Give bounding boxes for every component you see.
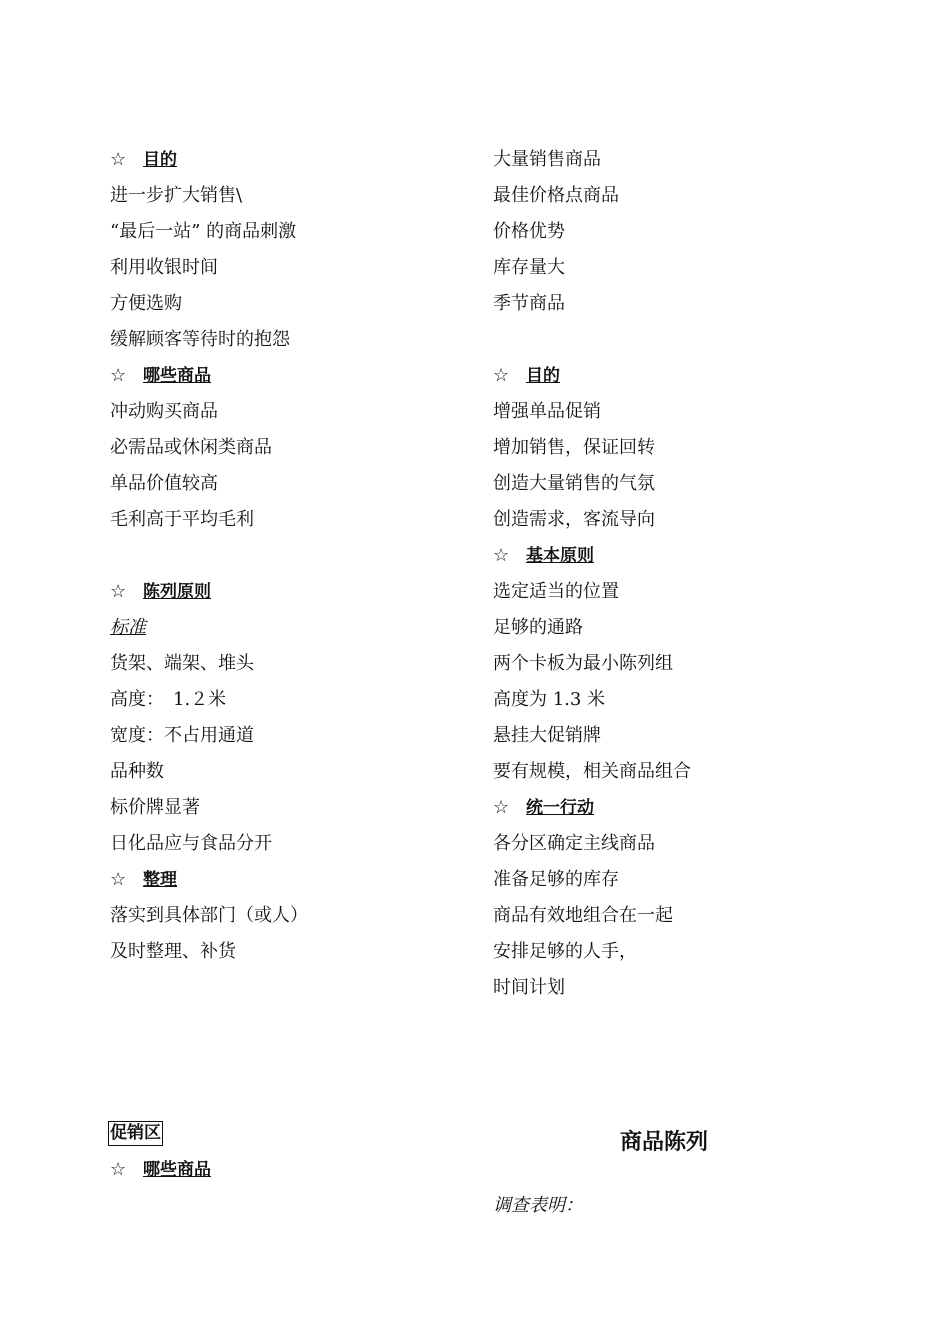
list-item: 增加销售，保证回转	[493, 437, 655, 458]
heading-text: 陈列原则	[143, 582, 211, 602]
list-item: 高度为 1.3 米	[493, 689, 606, 710]
list-item: 安排足够的人手，	[493, 941, 637, 962]
list-item: 及时整理、补货	[110, 941, 236, 962]
page-title: 商品陈列	[620, 1130, 709, 1155]
heading-text: 基本原则	[526, 546, 594, 566]
list-item: 商品有效地组合在一起	[493, 905, 673, 926]
list-item: 冲动购买商品	[110, 401, 218, 422]
list-item: 缓解顾客等待时的抱怨	[110, 329, 290, 350]
list-item: 高度： 1.２米	[110, 689, 227, 710]
section-heading-purpose	[493, 358, 853, 394]
heading-text: 哪些商品	[143, 1160, 211, 1180]
list-item: 大量销售商品	[493, 149, 601, 170]
heading-text: 统一行动	[526, 798, 594, 818]
list-item: 方便选购	[110, 293, 182, 314]
list-item: 选定适当的位置	[493, 581, 619, 602]
list-item: 进一步扩大销售\	[110, 185, 243, 206]
star-icon: ☆	[493, 545, 510, 566]
star-icon: ☆	[110, 365, 127, 386]
section-heading-which-goods-bottom	[110, 1152, 211, 1188]
left-column	[110, 142, 470, 970]
star-icon: ☆	[110, 581, 127, 602]
list-item: “最后一站” 的商品刺激	[110, 221, 297, 242]
section-heading-purpose	[110, 142, 470, 178]
standard-label	[110, 610, 470, 646]
list-item: 创造需求，客流导向	[493, 509, 655, 530]
list-item: 最佳价格点商品	[493, 185, 619, 206]
right-column	[493, 142, 853, 1006]
list-item: 落实到具体部门（或人）	[110, 905, 308, 926]
star-icon: ☆	[493, 365, 510, 386]
list-item: 足够的通路	[493, 617, 583, 638]
list-item: 必需品或休闲类商品	[110, 437, 272, 458]
heading-text: 目的	[143, 150, 177, 170]
standard-label-text: 标准	[110, 617, 146, 638]
list-item: 要有规模，相关商品组合	[493, 761, 691, 782]
heading-text: 哪些商品	[143, 366, 211, 386]
promo-zone-label: 促销区	[108, 1121, 163, 1146]
list-item: 宽度：不占用通道	[110, 725, 254, 746]
list-item: 悬挂大促销牌	[493, 725, 601, 746]
heading-text: 整理	[143, 870, 177, 890]
list-item: 时间计划	[493, 977, 565, 998]
star-icon: ☆	[110, 149, 127, 170]
list-item: 品种数	[110, 761, 164, 782]
section-heading-unified-action	[493, 790, 853, 826]
section-heading-arrange	[110, 862, 470, 898]
list-item: 两个卡板为最小陈列组	[493, 653, 673, 674]
list-item: 各分区确定主线商品	[493, 833, 655, 854]
list-item: 日化品应与食品分开	[110, 833, 272, 854]
list-item: 标价牌显著	[110, 797, 200, 818]
list-item: 库存量大	[493, 257, 565, 278]
star-icon: ☆	[110, 869, 127, 890]
list-item: 准备足够的库存	[493, 869, 619, 890]
spacer	[110, 538, 470, 574]
section-heading-which-goods	[110, 358, 470, 394]
list-item: 创造大量销售的气氛	[493, 473, 655, 494]
list-item: 货架、端架、堆头	[110, 653, 254, 674]
list-item: 单品价值较高	[110, 473, 218, 494]
heading-text: 目的	[526, 366, 560, 386]
list-item: 毛利高于平均毛利	[110, 509, 254, 530]
spacer	[493, 322, 853, 358]
section-heading-display-principles	[110, 574, 470, 610]
list-item: 价格优势	[493, 221, 565, 242]
star-icon: ☆	[493, 797, 510, 818]
star-icon: ☆	[110, 1159, 127, 1180]
list-item: 季节商品	[493, 293, 565, 314]
section-heading-basic-principles	[493, 538, 853, 574]
list-item: 利用收银时间	[110, 257, 218, 278]
list-item: 增强单品促销	[493, 401, 601, 422]
survey-note: 调查表明：	[493, 1195, 583, 1216]
